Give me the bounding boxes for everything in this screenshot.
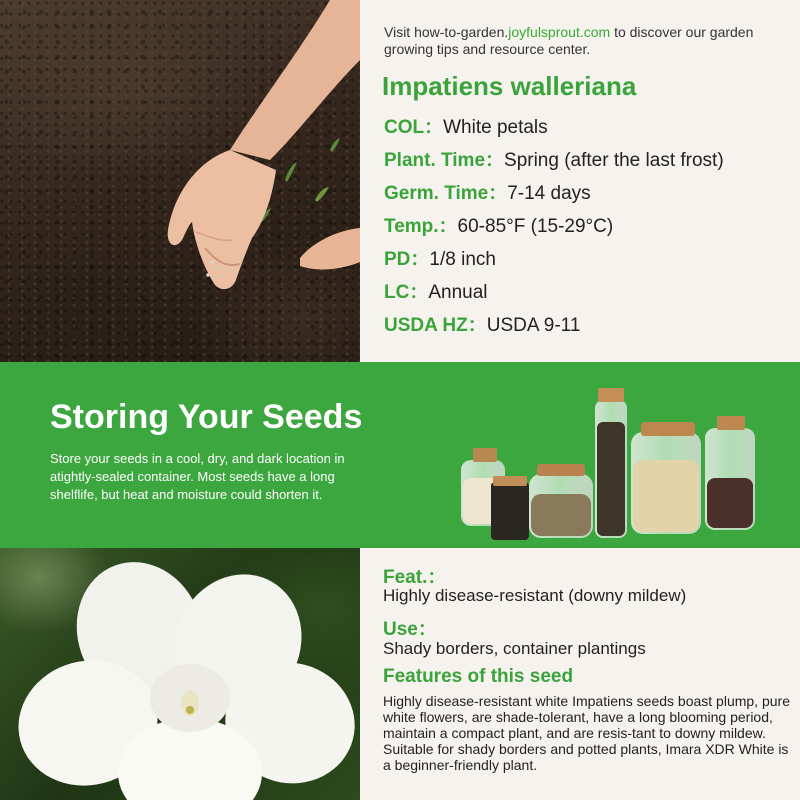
storing-text: Store your seeds in a cool, dry, and dark location in atightly-sealed container. Most seeds have a long shelflife, but heat and moisture could shorten it. xyxy=(50,451,345,502)
hand-illustration xyxy=(0,0,360,362)
spec-label: LC： xyxy=(384,282,429,303)
visit-notice xyxy=(384,24,784,58)
visit-prefix: Visit how-to-garden. xyxy=(384,24,509,40)
use-label: Use： xyxy=(383,619,437,640)
spec-row-life-cycle xyxy=(384,277,794,309)
spec-list xyxy=(384,112,794,343)
features-heading: Features of this seed xyxy=(383,666,574,687)
species-title: Impatiens walleriana xyxy=(382,71,637,101)
storing-seeds-banner xyxy=(0,362,800,548)
spec-value: Annual xyxy=(428,282,488,303)
spec-row-usda-zone xyxy=(384,310,794,342)
spec-label: USDA HZ： xyxy=(384,315,487,336)
soil-hand-photo xyxy=(0,0,360,362)
spec-label: Temp.： xyxy=(384,216,458,237)
spec-label: PD： xyxy=(384,249,430,270)
website-link[interactable]: joyfulsprout.com xyxy=(508,24,611,40)
visit-suffix: to discover our garden growing tips and resource center. xyxy=(384,24,754,57)
spec-row-color xyxy=(384,112,794,144)
spec-row-germination-time xyxy=(384,178,794,210)
seed-jars-image xyxy=(455,382,765,542)
storing-title: Storing Your Seeds xyxy=(50,398,363,436)
spec-value: 60-85°F (15-29°C) xyxy=(457,216,614,237)
feat-value: Highly disease-resistant (downy mildew) xyxy=(383,586,687,605)
feat-label: Feat.： xyxy=(383,567,447,588)
spec-label: Plant. Time： xyxy=(384,150,505,171)
spec-row-temperature xyxy=(384,211,794,243)
spec-label: Germ. Time： xyxy=(384,183,508,204)
spec-value: White petals xyxy=(443,117,548,138)
spec-label: COL： xyxy=(384,117,444,138)
use-value: Shady borders, container plantings xyxy=(383,639,646,658)
spec-row-planting-depth xyxy=(384,244,794,276)
spec-value: 7-14 days xyxy=(507,183,591,204)
spec-value: 1/8 inch xyxy=(429,249,496,270)
spec-row-planting-time xyxy=(384,145,794,177)
plant-info-panel xyxy=(360,0,800,362)
spec-value: Spring (after the last frost) xyxy=(504,150,724,171)
white-impatiens-photo xyxy=(0,548,360,800)
seed-details-panel xyxy=(360,548,800,800)
spec-value: USDA 9-11 xyxy=(486,315,581,336)
features-paragraph: Highly disease-resistant white Impatiens seeds boast plump, pure white flowers, are shade-tolerant, have a long blooming period, maintain a compact plant, and are resis-tant to downy mildew. Suitable for shady borders and potted plants, Imara XDR White is a beginner-friendly plant. xyxy=(383,693,790,773)
flower-illustration xyxy=(0,548,360,800)
